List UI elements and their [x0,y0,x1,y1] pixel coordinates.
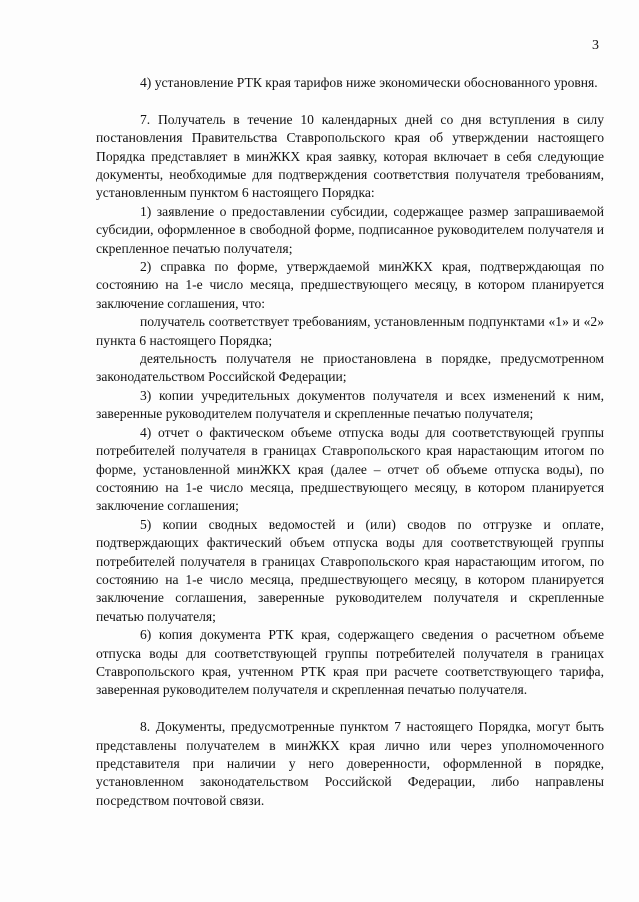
page-number: 3 [592,38,599,53]
paragraph-item-1: 1) заявление о предоставлении субсидии, содержащее размер запрашиваемой субсидии, оформленное в свободной форме, подписанное руководителем получателя и скрепленное печатью получателя; [96,203,604,256]
paragraph-subitem-requirements: получатель соответствует требованиям, установленным подпунктами «1» и «2» пункта 6 настоящего Порядка; [96,314,604,348]
paragraph-subitem-activity: деятельность получателя не приостановлена в порядке, предусмотренном законодательством Российской Федерации; [96,351,604,385]
paragraph-clause-7: 7. Получатель в течение 10 календарных дней со дня вступления в силу постановления Правительства Ставропольского края об утверждении настоящего Порядка представляет в минЖКХ края заявку, которая включает в себя следующие документы, необходимые для подтверждения соответствия получателя требованиям, установленным пунктом 6 настоящего Порядка: [96,111,604,201]
paragraph-item-4-report: 4) отчет о фактическом объеме отпуска воды для соответствующей группы потребителей получателя в границах Ставропольского края нарастающим итогом по форме, установленной минЖКХ края (далее – отчет об объеме отпуска воды), по состоянию на 1-е число месяца, предшествующего месяцу, в котором планируется заключение соглашения; [96,424,604,514]
paragraph-item-6: 6) копия документа РТК края, содержащего сведения о расчетном объеме отпуска воды для соответствующей группы потребителей получателя в границах Ставропольского края, учтенном РТК края при расчете соответствующего тарифа, заверенная руководителем получателя и скрепленная печатью получателя. [96,627,604,698]
paragraph-item-3: 3) копии учредительных документов получателя и всех изменений к ним, заверенные руководителем получателя и скрепленные печатью получателя; [96,387,604,422]
paragraph-clause-8: 8. Документы, предусмотренные пунктом 7 настоящего Порядка, могут быть представлены получателем в минЖКХ края лично или через уполномоченного представителя при наличии у него доверенности, оформленной в порядке, установленном законодательством Российской Федерации, либо направлены посредством почтовой связи. [96,719,604,808]
document-body [96,74,604,810]
paragraph-item-4: 4) установление РТК края тарифов ниже экономически обоснованного уровня. [140,75,598,90]
paragraph-item-2: 2) справка по форме, утверждаемой минЖКХ края, подтверждающая по состоянию на 1-е число месяца, предшествующего месяцу, в котором планируется заключение соглашения, что: [96,259,604,311]
paragraph-item-5: 5) копии сводных ведомостей и (или) сводов по отгрузке и оплате, подтверждающих фактический объем отпуска воды для соответствующей группы потребителей получателя в границах Ставропольского края нарастающим итогом, по состоянию на 1-е число месяца, предшествующего месяцу, в котором планируется заключение соглашения, заверенные руководителем получателя и скрепленные печатью получателя; [96,516,604,624]
